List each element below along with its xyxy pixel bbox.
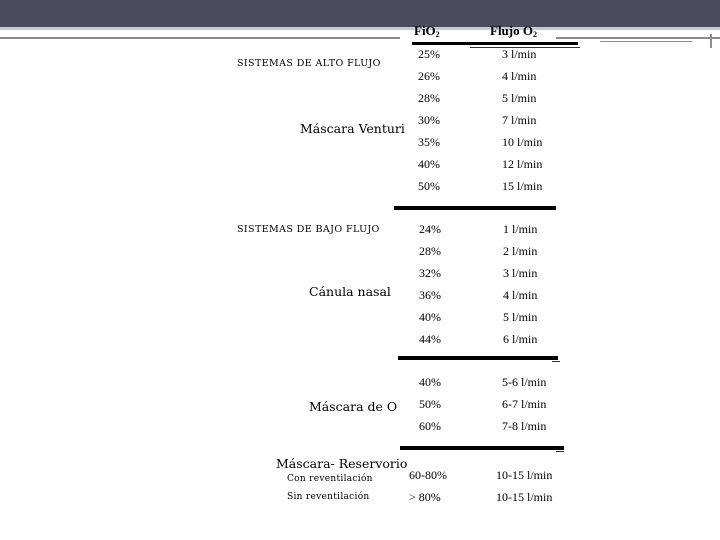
divider-high-low <box>394 206 556 210</box>
header-rule-left <box>0 37 400 39</box>
nasal-flow-cell: 6 l/min <box>503 332 538 346</box>
device-venturi: Máscara Venturi <box>300 121 405 136</box>
reservoir-fio2-cell: > 80% <box>409 490 441 504</box>
nasal-fio2-cell: 24% <box>419 222 441 236</box>
slide-top-band-shadow <box>0 27 720 30</box>
section-low-flow: SISTEMAS DE BAJO FLUJO <box>237 224 380 235</box>
venturi-fio2-cell: 50% <box>418 179 440 193</box>
label-without-rebreathing: Sin reventilación <box>287 492 370 502</box>
venturi-flow-cell: 5 l/min <box>502 91 537 105</box>
header-divider <box>412 42 578 45</box>
venturi-fio2-cell: 35% <box>418 135 440 149</box>
divider-mask-reservoir-tick <box>556 451 564 452</box>
device-oxygen-mask: Máscara de O <box>309 399 398 414</box>
mask-fio2-cell: 50% <box>419 397 441 411</box>
header-rule-right <box>556 37 720 39</box>
venturi-flow-cell: 3 l/min <box>502 47 537 61</box>
slide-top-band <box>0 0 720 27</box>
nasal-flow-cell: 5 l/min <box>503 310 538 324</box>
venturi-fio2-cell: 40% <box>418 157 440 171</box>
label-with-rebreathing: Con reventilación <box>287 474 373 484</box>
divider-nasal-mask-tick <box>552 361 560 362</box>
mask-fio2-cell: 40% <box>419 375 441 389</box>
nasal-flow-cell: 4 l/min <box>503 288 538 302</box>
venturi-flow-cell: 4 l/min <box>502 69 537 83</box>
nasal-fio2-cell: 40% <box>419 310 441 324</box>
reservoir-flow-cell: 10-15 l/min <box>496 490 553 504</box>
venturi-fio2-cell: 26% <box>418 69 440 83</box>
nasal-fio2-cell: 36% <box>419 288 441 302</box>
header-flow: Flujo $O_2$ <box>490 23 537 39</box>
venturi-flow-cell: 15 l/min <box>502 179 543 193</box>
mask-flow-cell: 6-7 l/min <box>502 397 547 411</box>
nasal-fio2-cell: 28% <box>419 244 441 258</box>
nasal-fio2-cell: 32% <box>419 266 441 280</box>
header-rule-right-thin <box>600 41 692 42</box>
header-rule-tick <box>710 34 712 48</box>
reservoir-fio2-cell: 60-80% <box>409 468 447 482</box>
venturi-flow-cell: 10 l/min <box>502 135 543 149</box>
nasal-flow-cell: 3 l/min <box>503 266 538 280</box>
divider-nasal-mask <box>398 356 558 360</box>
venturi-fio2-cell: 28% <box>418 91 440 105</box>
venturi-flow-cell: 12 l/min <box>502 157 543 171</box>
nasal-flow-cell: 1 l/min <box>503 222 538 236</box>
nasal-flow-cell: 2 l/min <box>503 244 538 258</box>
mask-flow-cell: 5-6 l/min <box>502 375 547 389</box>
section-high-flow: SISTEMAS DE ALTO FLUJO <box>237 58 381 69</box>
mask-flow-cell: 7-8 l/min <box>502 419 547 433</box>
nasal-fio2-cell: 44% <box>419 332 441 346</box>
divider-mask-reservoir <box>400 446 564 450</box>
device-reservoir-mask: Máscara- Reservorio <box>276 456 408 471</box>
device-nasal-cannula: Cánula nasal <box>309 284 391 299</box>
reservoir-flow-cell: 10-15 l/min <box>496 468 553 482</box>
mask-fio2-cell: 60% <box>419 419 441 433</box>
venturi-flow-cell: 7 l/min <box>502 113 537 127</box>
venturi-fio2-cell: 30% <box>418 113 440 127</box>
venturi-fio2-cell: 25% <box>418 47 440 61</box>
header-fio2: FiO$_2$ <box>414 23 440 39</box>
